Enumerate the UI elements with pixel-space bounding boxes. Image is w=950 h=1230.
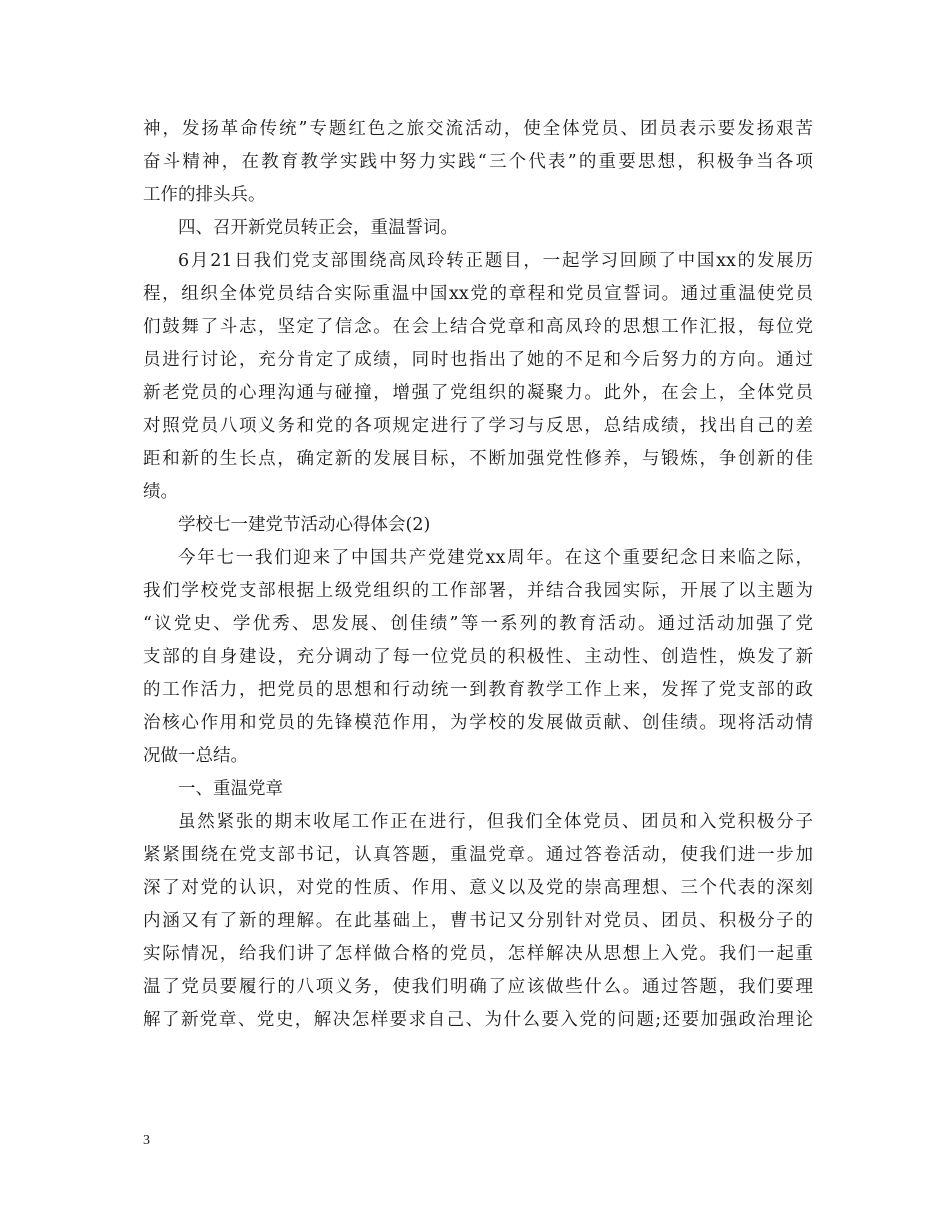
page-number: 3 bbox=[143, 1133, 150, 1148]
text-line: 奋斗精神，在教育教学实践中努力实践“三个代表”的重要思想，积极争当各项 bbox=[143, 152, 813, 172]
text-line: 温了党员要履行的八项义务，使我们明确了应该做些什么。通过答题，我们要理 bbox=[143, 977, 813, 997]
text-line: 虽然紧张的期末收尾工作正在进行，但我们全体党员、团员和入党积极分子 bbox=[178, 812, 813, 832]
text-line: 新老党员的心理沟通与碰撞，增强了党组织的凝聚力。此外，在会上，全体党员 bbox=[143, 383, 813, 403]
text-line: 解了新党章、党史，解决怎样要求自己、为什么要入党的问题;还要加强政治理论 bbox=[143, 1010, 813, 1030]
text-line: 治核心作用和党员的先锋模范作用，为学校的发展做贡献、创佳绩。现将活动情 bbox=[143, 713, 813, 733]
text-line: “议党史、学优秀、思发展、创佳绩”等一系列的教育活动。通过活动加强了党 bbox=[143, 614, 813, 634]
text-line: 距和新的生长点，确定新的发展目标，不断加强党性修养，与锻炼，争创新的佳 bbox=[143, 449, 813, 469]
text-line: 今年七一我们迎来了中国共产党建党xx周年。在这个重要纪念日来临之际， bbox=[178, 548, 813, 568]
text-line: 我们学校党支部根据上级党组织的工作部署，并结合我园实际，开展了以主题为 bbox=[143, 581, 813, 601]
text-line: 程，组织全体党员结合实际重温中国xx党的章程和党员宣誓词。通过重温使党员 bbox=[143, 284, 813, 304]
text-line: 工作的排头兵。 bbox=[143, 185, 266, 205]
text-line: 支部的自身建设，充分调动了每一位党员的积极性、主动性、创造性，焕发了新 bbox=[143, 647, 813, 667]
section-heading: 四、召开新党员转正会，重温誓词。 bbox=[178, 218, 458, 238]
section-heading: 一、重温党章 bbox=[178, 779, 283, 799]
document-body bbox=[143, 113, 813, 1037]
text-line: 6月21日我们党支部围绕高凤玲转正题目，一起学习回顾了中国xx的发展历 bbox=[178, 251, 813, 271]
text-line: 深了对党的认识，对党的性质、作用、意义以及党的崇高理想、三个代表的深刻 bbox=[143, 878, 813, 898]
text-line: 神，发扬革命传统”专题红色之旅交流活动，使全体党员、团员表示要发扬艰苦 bbox=[143, 119, 813, 139]
text-line: 实际情况，给我们讲了怎样做合格的党员，怎样解决从思想上入党。我们一起重 bbox=[143, 944, 813, 964]
article-title: 学校七一建党节活动心得体会(2) bbox=[178, 515, 431, 535]
text-line: 内涵又有了新的理解。在此基础上，曹书记又分别针对党员、团员、积极分子的 bbox=[143, 911, 813, 931]
text-line: 的工作活力，把党员的思想和行动统一到教育教学工作上来，发挥了党支部的政 bbox=[143, 680, 813, 700]
text-line: 们鼓舞了斗志，坚定了信念。在会上结合党章和高凤玲的思想工作汇报，每位党 bbox=[143, 317, 813, 337]
text-line: 绩。 bbox=[143, 482, 178, 502]
text-line: 紧紧围绕在党支部书记，认真答题，重温党章。通过答卷活动，使我们进一步加 bbox=[143, 845, 813, 865]
text-line: 况做一总结。 bbox=[143, 746, 248, 766]
text-line: 对照党员八项义务和党的各项规定进行了学习与反思，总结成绩，找出自己的差 bbox=[143, 416, 813, 436]
text-line: 员进行讨论，充分肯定了成绩，同时也指出了她的不足和今后努力的方向。通过 bbox=[143, 350, 813, 370]
